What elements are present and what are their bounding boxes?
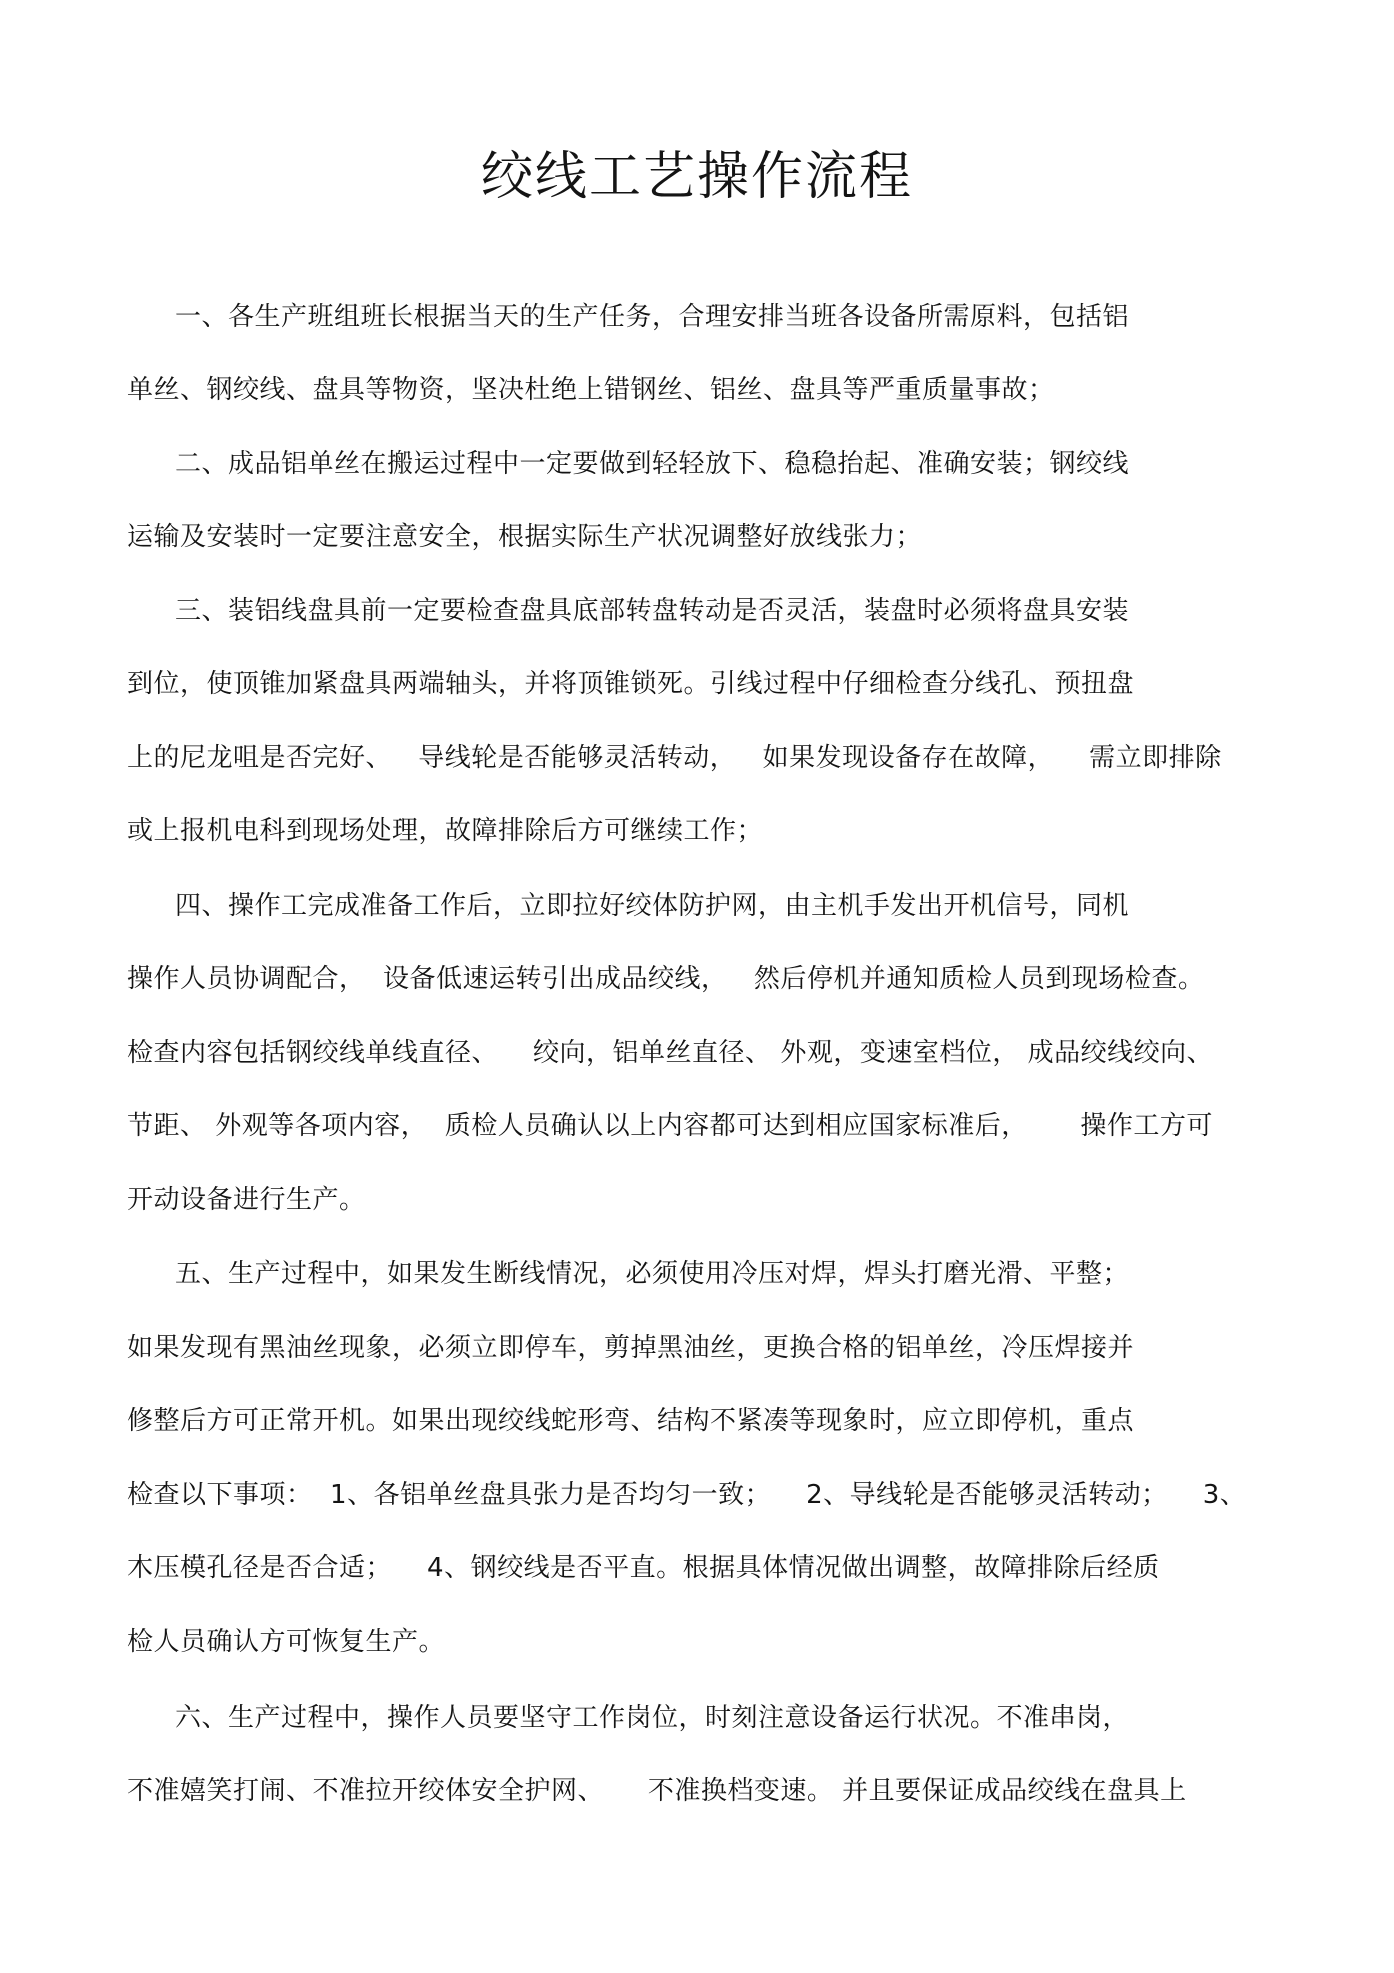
paragraph-5-line-2: 如果发现有黑油丝现象，必须立即停车，剪掉黑油丝，更换合格的铝单丝，冷压焊接并: [127, 1333, 1135, 1363]
paragraph-4-line-5: 开动设备进行生产。: [127, 1185, 366, 1215]
paragraph-5-line-1: 五、生产过程中，如果发生断线情况，必须使用冷压对焊，焊头打磨光滑、平整；: [175, 1259, 1130, 1289]
paragraph-4-line-1: 四、操作工完成准备工作后，立即拉好绞体防护网，由主机手发出开机信号，同机: [175, 891, 1130, 921]
paragraph-6-line-1: 六、生产过程中，操作人员要坚守工作岗位，时刻注意设备运行状况。不准串岗，: [175, 1703, 1130, 1733]
document-title: 绞线工艺操作流程: [480, 147, 913, 207]
paragraph-4-line-2: 操作人员协调配合， 设备低速运转引出成品绞线， 然后停机并通知质检人员到现场检查。: [127, 964, 1205, 994]
paragraph-5-line-4: 检查以下事项： 1、各铝单丝盘具张力是否均匀一致； 2、导线轮是否能够灵活转动； 3、: [127, 1480, 1247, 1510]
paragraph-3-line-2: 到位，使顶锥加紧盘具两端轴头，并将顶锥锁死。引线过程中仔细检查分线孔、预扭盘: [127, 669, 1135, 699]
paragraph-5-line-6: 检人员确认方可恢复生产。: [127, 1627, 446, 1657]
paragraph-4-line-4: 节距、 外观等各项内容， 质检人员确认以上内容都可达到相应国家标准后， 操作工方可: [127, 1111, 1213, 1141]
paragraph-5-line-5: 木压模孔径是否合适； 4、钢绞线是否平直。根据具体情况做出调整，故障排除后经质: [127, 1553, 1160, 1583]
paragraph-2-line-1: 二、成品铝单丝在搬运过程中一定要做到轻轻放下、稳稳抬起、准确安装；钢绞线: [175, 449, 1130, 479]
paragraph-2-line-2: 运输及安装时一定要注意安全，根据实际生产状况调整好放线张力；: [127, 522, 923, 552]
paragraph-3-line-3: 上的尼龙咀是否完好、 导线轮是否能够灵活转动， 如果发现设备存在故障， 需立即排除: [127, 743, 1222, 773]
paragraph-1-line-1: 一、各生产班组班长根据当天的生产任务，合理安排当班各设备所需原料，包括铝: [175, 302, 1130, 332]
paragraph-1-line-2: 单丝、钢绞线、盘具等物资，坚决杜绝上错钢丝、铝丝、盘具等严重质量事故；: [127, 375, 1055, 405]
paragraph-6-line-2: 不准嬉笑打闹、不准拉开绞体安全护网、 不准换档变速。 并且要保证成品绞线在盘具上: [127, 1776, 1187, 1806]
paragraph-3-line-1: 三、装铝线盘具前一定要检查盘具底部转盘转动是否灵活，装盘时必须将盘具安装: [175, 596, 1130, 626]
paragraph-5-line-3: 修整后方可正常开机。如果出现绞线蛇形弯、结构不紧凑等现象时，应立即停机，重点: [127, 1406, 1135, 1436]
paragraph-3-line-4: 或上报机电科到现场处理，故障排除后方可继续工作；: [127, 816, 764, 846]
paragraph-4-line-3: 检查内容包括钢绞线单线直径、 绞向，铝单丝直径、 外观，变速室档位， 成品绞线绞向、: [127, 1038, 1214, 1068]
